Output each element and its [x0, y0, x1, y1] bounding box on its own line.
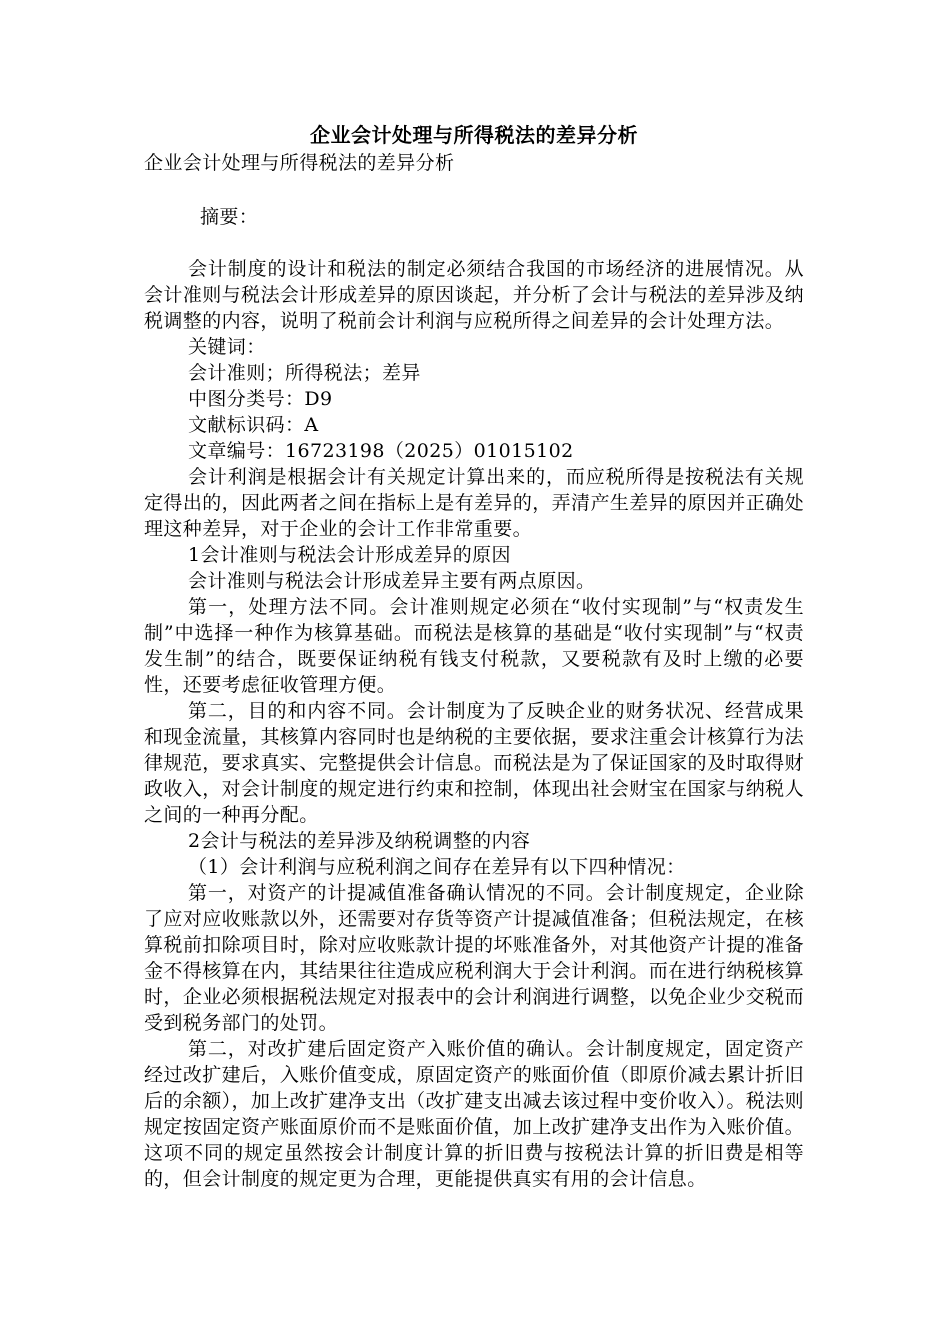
body-paragraph: 第二，目的和内容不同。会计制度为了反映企业的财务状况、经营成果和现金流量，其核算内容同时也是纳税的主要依据，要求注重会计核算行为法律规范，要求真实、完整提供会计信息。而税法是为了保证国家的及时取得财政收入，对会计制度的规定进行约束和控制，体现出社会财宝在国家与纳税人之间的一种再分配。 — [144, 700, 804, 826]
subsection-heading: （1）会计利润与应税利润之间存在差异有以下四种情况： — [188, 856, 686, 878]
section-heading-2: 2会计与税法的差异涉及纳税调整的内容 — [188, 830, 531, 852]
document-subtitle: 企业会计处理与所得税法的差异分析 — [144, 152, 455, 174]
document-page — [144, 122, 804, 1192]
body-paragraph: 会计准则与税法会计形成差异主要有两点原因。 — [188, 570, 596, 592]
document-code: 文献标识码：A — [188, 414, 319, 436]
body-paragraph: 会计利润是根据会计有关规定计算出来的，而应税所得是按税法有关规定得出的，因此两者之间在指标上是有差异的，弄清产生差异的原因并正确处理这种差异，对于企业的会计工作非常重要。 — [144, 466, 804, 540]
body-paragraph: 第二，对改扩建后固定资产入账价值的确认。会计制度规定，固定资产经过改扩建后，入账价值变成，原固定资产的账面价值（即原价减去累计折旧后的余额），加上改扩建净支出（改扩建支出减去该过程中变价收入）。税法则规定按固定资产账面原价而不是账面价值，加上改扩建净支出作为入账价值。这项不同的规定虽然按会计制度计算的折旧费与按税法计算的折旧费是相等的，但会计制度的规定更为合理，更能提供真实有用的会计信息。 — [144, 1038, 805, 1190]
document-title: 企业会计处理与所得税法的差异分析 — [310, 123, 638, 147]
keywords-label: 关键词： — [188, 336, 266, 358]
keywords: 会计准则；所得税法；差异 — [188, 362, 421, 384]
clc-number: 中图分类号：D9 — [188, 388, 333, 410]
body-paragraph: 第一，处理方法不同。会计准则规定必须在“收付实现制”与“权责发生制”中选择一种作为核算基础。而税法是核算的基础是“收付实现制”与“权责发生制”的结合，既要保证纳税有钱支付税款，又要税款有及时上缴的必要性，还要考虑征收管理方便。 — [144, 596, 804, 696]
abstract-label: 摘要： — [200, 206, 259, 228]
article-number: 文章编号：16723198（2025）01015102 — [188, 440, 574, 462]
body-paragraph: 第一，对资产的计提减值准备确认情况的不同。会计制度规定，企业除了应对应收账款以外，还需要对存货等资产计提减值准备；但税法规定，在核算税前扣除项目时，除对应收账款计提的坏账准备外，对其他资产计提的准备金不得核算在内，其结果往往造成应税利润大于会计利润。而在进行纳税核算时，企业必须根据税法规定对报表中的会计利润进行调整，以免企业少交税而受到税务部门的处罚。 — [144, 882, 804, 1034]
abstract-text: 会计制度的设计和税法的制定必须结合我国的市场经济的进展情况。从会计准则与税法会计形成差异的原因谈起，并分析了会计与税法的差异涉及纳税调整的内容，说明了税前会计利润与应税所得之间差异的会计处理方法。 — [144, 258, 804, 332]
section-heading-1: 1会计准则与税法会计形成差异的原因 — [188, 544, 511, 566]
